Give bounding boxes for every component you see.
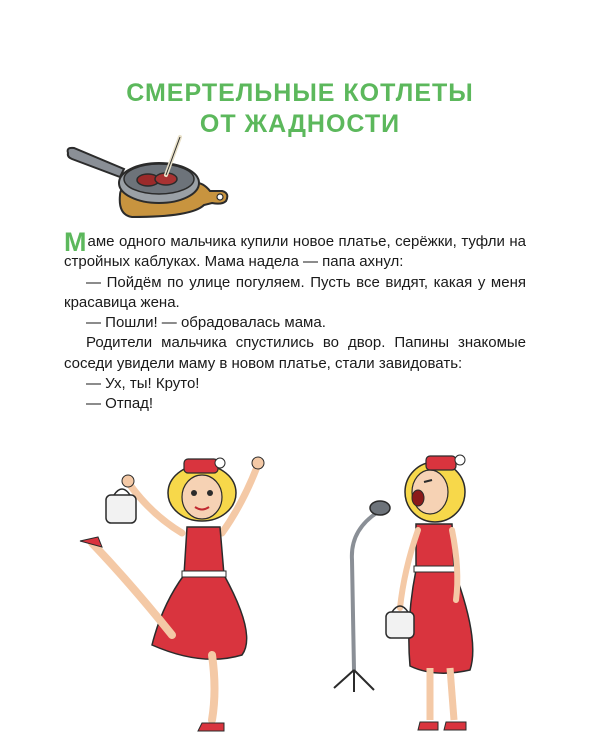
paragraph-2: — Пойдём по улице погуляем. Пусть все видят, какая у меня красавица жена. [64, 273, 526, 311]
title-line-2: ОТ ЖАДНОСТИ [199, 110, 401, 138]
singing-woman-illustration [320, 440, 490, 740]
paragraph-3: — Пошли! — обрадовалась мама. [86, 314, 326, 332]
paragraph-4: Родители мальчика спустились во двор. Папины знакомые соседи увидели маму в новом платье, стали завидовать: [64, 334, 526, 372]
story-text [64, 227, 526, 415]
paragraph-1: Маме одного мальчика купили новое платье, серёжки, туфли на стройных каблуках. Мама надела — папа ахнул: [64, 227, 526, 271]
frying-pan-icon [62, 133, 232, 223]
paragraph-6: — Отпад! [86, 395, 154, 413]
dancing-woman-illustration [72, 445, 282, 740]
title-line-1: СМЕРТЕЛЬНЫЕ КОТЛЕТЫ [126, 79, 474, 107]
microphone-stand-icon [334, 501, 390, 692]
page-title [0, 78, 600, 140]
paragraph-5: — Ух, ты! Круто! [86, 375, 200, 393]
drop-cap: М [64, 227, 87, 257]
